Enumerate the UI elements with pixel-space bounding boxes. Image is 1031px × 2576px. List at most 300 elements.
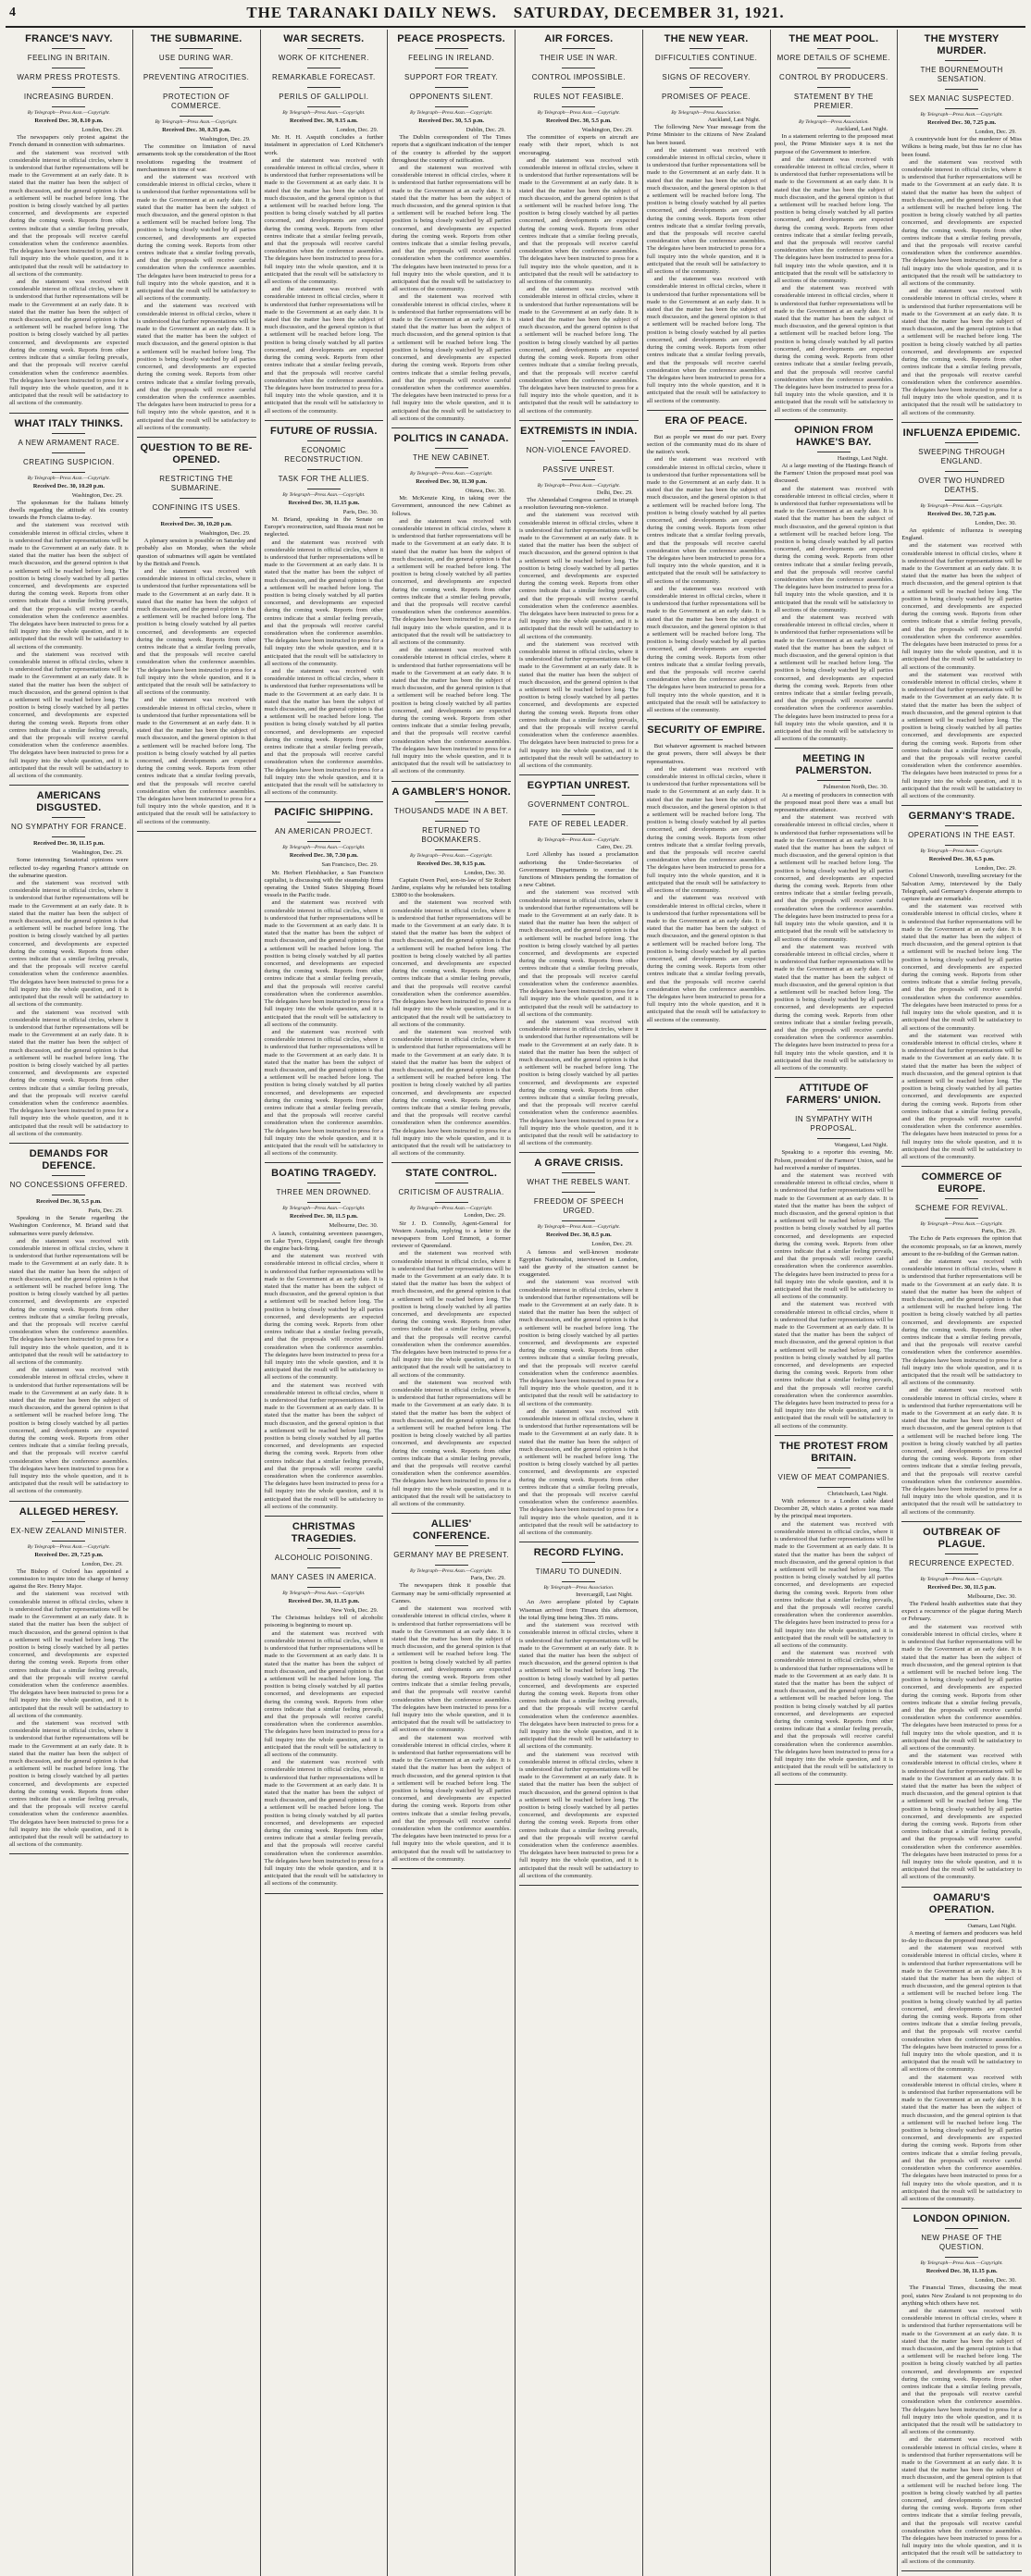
column-7 <box>771 30 899 2576</box>
divider <box>945 2228 978 2229</box>
divider <box>562 440 595 441</box>
divider <box>562 460 595 461</box>
article-separator <box>519 1885 639 1886</box>
article-body-continued <box>9 1009 129 1138</box>
wire-credit: By Telegraph—Press Assn.—Copyright. <box>920 112 1003 118</box>
article-separator <box>901 422 1022 423</box>
article-body-continued <box>9 150 129 279</box>
dateline: London, Dec. 29. <box>81 127 123 133</box>
received-time: Received Dec. 30, 11.15 p.m. <box>925 2268 998 2275</box>
article-subheading: CONTROL IMPOSSIBLE. <box>531 73 626 81</box>
divider <box>945 108 978 109</box>
article-separator <box>391 781 511 782</box>
received-time: Received Dec. 30, 9.15 p.m. <box>416 860 486 867</box>
wire-credit: By Telegraph—Press Assn.—Copyright. <box>282 845 366 851</box>
article <box>775 1441 894 1785</box>
article-body-continued <box>901 2074 1022 2203</box>
article-body-continued <box>265 286 384 415</box>
article-headline: CHRISTMAS TRAGEDIES. <box>291 1521 356 1545</box>
article-body: The Federal health authorities state that they expect a recurrence of the plague during March or February. <box>901 1601 1022 1623</box>
divider <box>307 106 341 107</box>
divider <box>52 817 85 818</box>
article-headline: THE MEAT POOL. <box>789 33 879 44</box>
article-separator <box>519 774 639 775</box>
article-subheading: TIMARU TO DUNEDIN. <box>535 1567 623 1577</box>
dateline: Melbourne, Dec. 30. <box>329 1222 379 1230</box>
article <box>9 33 129 414</box>
article-headline: AMERICANS DISGUSTED. <box>36 790 102 814</box>
divider <box>180 517 213 518</box>
article <box>391 33 511 428</box>
article-headline: COMMERCE OF EUROPE. <box>921 1171 1002 1195</box>
article <box>265 1168 384 1517</box>
dateline: London, Dec. 30. <box>975 519 1016 526</box>
article-body: Captain Owen Peel, son-in-law of Sir Robert Jardine, explains why he refunded bets totalling £3800 to the bookmakers. <box>391 876 511 899</box>
dateline: London, Dec. 30. <box>975 2277 1016 2285</box>
article <box>647 724 766 1030</box>
article <box>9 790 129 1144</box>
dateline: Oamaru, Last Night. <box>967 1922 1016 1929</box>
article-headline: ALLIES' CONFERENCE. <box>412 1518 491 1542</box>
article-separator <box>775 1784 894 1785</box>
received-time: Received Dec. 30, 8.35 p.m. <box>162 127 231 133</box>
article <box>391 786 511 1164</box>
divider <box>817 87 851 88</box>
wire-credit: By Telegraph—Press Assn.—Copyright. <box>920 848 1003 855</box>
article-headline: THE SUBMARINE. <box>150 33 242 44</box>
article-subheading: THREE MEN DROWNED. <box>276 1188 372 1197</box>
article-separator <box>391 1162 511 1163</box>
divider <box>435 1202 468 1203</box>
article-separator <box>265 1893 384 1894</box>
dateline: Delhi, Dec. 29. <box>596 489 633 496</box>
dateline: Wanganui, Last Night. <box>834 1142 888 1149</box>
divider <box>562 814 595 815</box>
article-headline: FRANCE'S NAVY. <box>25 33 113 44</box>
divider <box>180 116 213 117</box>
wire-credit: By Telegraph—Press Assn.—Copyright. <box>282 110 366 116</box>
issue-date: SATURDAY, DECEMBER 31, 1921. <box>513 4 785 21</box>
article-body-continued <box>137 303 256 431</box>
article-body-continued <box>775 1521 894 1650</box>
article-subheading: THOUSANDS MADE IN A BET. <box>393 806 509 815</box>
article-subheading: SCHEME FOR REVIVAL. <box>914 1204 1009 1213</box>
article-headline: INFLUENZA EPIDEMIC. <box>902 427 1021 439</box>
received-time: Received Dec. 30, 10.20 p.m. <box>160 520 232 527</box>
article-body: But as people we must do our part. Every section of the community must do its share of the nation's work. <box>646 433 766 456</box>
article-body-continued <box>137 568 256 697</box>
article-body: With reference to a London cable dated December 28, which states a protest was made by the principal meat importers. <box>774 1498 894 1520</box>
article-subheading: NO CONCESSIONS OFFERED. <box>9 1180 129 1189</box>
article <box>9 1148 129 1502</box>
article-body-continued <box>391 647 511 775</box>
article-headline: FUTURE OF RUSSIA. <box>270 425 378 437</box>
article-subheading: CONTROL BY PRODUCERS. <box>779 73 888 81</box>
article-body-continued <box>265 157 384 286</box>
article-body-continued <box>519 889 639 1018</box>
article-body-continued <box>391 1029 511 1158</box>
article-subheading: ALCOHOLIC POISONING. <box>274 1554 373 1563</box>
divider <box>52 106 85 107</box>
received-time: Received Dec. 30, 7.25 p.m. <box>927 510 997 517</box>
article-body-continued <box>391 1380 511 1508</box>
article-body-continued <box>9 880 129 1009</box>
divider <box>307 469 341 470</box>
article-body: Lord Allenby has issued a proclamation authorising the Under-Secretaries of Government Departments to exercise the functions of Ministers pending the formation of a new Cabinet. <box>519 851 639 889</box>
article-body: At a meeting of producers in connection with the proposed meat pool there was a small but representative attendance. <box>774 791 894 814</box>
article-subheading: PERILS OF GALLIPOLI. <box>279 93 369 101</box>
article-subheading: PROTECTION OF COMMERCE. <box>162 93 230 110</box>
received-time: Received Dec. 30, 5.5 p.m. <box>418 118 485 124</box>
article-subheading: RETURNED TO BOOKMAKERS. <box>421 825 481 844</box>
column-4 <box>388 30 516 2576</box>
article-headline: EGYPTIAN UNREST. <box>527 780 630 792</box>
divider <box>435 1545 468 1546</box>
article-body-continued <box>901 1258 1022 1387</box>
wire-credit: By Telegraph—Press Assn.—Copyright. <box>282 491 366 498</box>
divider <box>180 87 213 88</box>
article-body-continued <box>9 1591 129 1719</box>
divider <box>52 87 85 88</box>
article-headline: DEMANDS FOR DEFENCE. <box>29 1147 108 1171</box>
article-body: At a large meeting of the Hastings Branch of the Farmers' Union the proposed meat pool was discussed. <box>774 462 894 485</box>
received-time: Received Dec. 29, 7.25 p.m. <box>34 1551 104 1558</box>
divider <box>817 1109 851 1110</box>
divider <box>52 452 85 453</box>
article <box>265 807 384 1163</box>
wire-credit: By Telegraph—Press Assn.—Copyright. <box>537 110 621 116</box>
wire-credit: By Telegraph—Press Assn.—Copyright. <box>537 482 621 489</box>
article-body-continued <box>391 899 511 1028</box>
article-subheading: GOVERNMENT CONTROL. <box>528 800 630 810</box>
divider <box>307 1587 341 1588</box>
article <box>775 425 894 749</box>
article-body-continued <box>901 672 1022 800</box>
article-separator <box>775 1435 894 1436</box>
divider <box>817 1487 851 1488</box>
divider <box>307 1567 341 1568</box>
page-number: 4 <box>9 6 17 19</box>
article-subheading: TASK FOR THE ALLIES. <box>278 474 370 483</box>
columns-container <box>6 30 1025 2307</box>
article-body-continued <box>391 1250 511 1379</box>
article-body: A countrywide hunt for the murderer of Miss Wilkins is being made, but thus far no clue has been found. <box>901 136 1022 158</box>
divider <box>945 471 978 472</box>
divider <box>180 48 213 49</box>
article <box>901 427 1022 807</box>
article <box>775 1083 894 1436</box>
received-time: Received Dec. 30, 8.5 p.m. <box>545 1232 612 1239</box>
article-body: The following New Year message from the Prime Minister to the citizens of New Zealand has been issued. <box>646 124 766 146</box>
article-headline: THE MYSTERY MURDER. <box>924 33 1000 56</box>
article-body: In a statement referring to the proposed meat pool, the Prime Minister says it is not the purpose of the Government to interfere. <box>774 133 894 155</box>
article-body: Some interesting Senatorial opinions were reflected to-day regarding France's attitude on the submarine question. <box>9 857 129 879</box>
article-subheading: CREATING SUSPICION. <box>23 457 115 466</box>
article-body-continued <box>519 1622 639 1751</box>
dateline: Paris, Dec. 29. <box>981 1228 1016 1235</box>
article-subheading: USE DURING WAR. <box>158 54 234 62</box>
wire-credit: By Telegraph—Press Association. <box>671 110 742 116</box>
article <box>9 1506 129 1855</box>
article-subheading: FEELING IN BRITAIN. <box>27 54 111 62</box>
article-body-continued <box>9 279 129 407</box>
received-time: Received Dec. 30, 8.10 p.m. <box>34 118 104 124</box>
article <box>901 33 1022 423</box>
divider <box>689 739 723 740</box>
article-subheading: OPPONENTS SILENT. <box>409 93 493 101</box>
received-time: Received Dec. 30, 11.5 p.m. <box>290 1213 358 1220</box>
article-subheading: INCREASING BURDEN. <box>23 93 114 101</box>
received-time: Received Dec. 30, 7.25 p.m. <box>927 119 997 126</box>
article-body: The Christmas holidays toll of alcoholic poisoning is beginning to mount up. <box>264 1615 384 1629</box>
divider <box>945 89 978 90</box>
article-subheading: WORK OF KITCHENER. <box>278 54 369 62</box>
column-1 <box>6 30 133 2576</box>
divider <box>689 87 723 88</box>
article-subheading: PASSIVE UNREST. <box>542 464 615 474</box>
article-body-continued <box>901 1387 1022 1516</box>
article-subheading: RECURRENCE EXPECTED. <box>909 1558 1015 1567</box>
article-subheading: THEIR USE IN WAR. <box>540 54 618 62</box>
article-body-continued <box>775 1301 894 1430</box>
wire-credit: By Telegraph—Press Assn.—Copyright. <box>27 1543 111 1550</box>
divider <box>945 500 978 501</box>
article-headline: POLITICS IN CANADA. <box>393 432 509 444</box>
article-separator <box>9 413 129 414</box>
article-body-continued <box>519 1752 639 1880</box>
article-body: Speaking to a reporter this evening, Mr. Polson, president of the Farmers' Union, said he had received a number of inquiries. <box>774 1149 894 1171</box>
divider <box>435 448 468 449</box>
divider <box>562 1220 595 1221</box>
wire-credit: By Telegraph—Press Assn.—Copyright. <box>920 2260 1003 2267</box>
article-subheading: ECONOMIC RECONSTRUCTION. <box>284 445 364 464</box>
article-body-continued <box>775 285 894 414</box>
article <box>391 433 511 782</box>
article <box>647 33 766 411</box>
dateline: Washington, Dec. 29. <box>199 136 251 142</box>
article-headline: MEETING IN PALMERSTON. <box>795 753 873 777</box>
article-body: A meeting of farmers and producers was held to-day to discuss the proposed meat pool. <box>901 1929 1022 1944</box>
article-body-continued <box>901 1752 1022 1881</box>
article <box>265 1521 384 1894</box>
article-separator <box>901 1887 1022 1888</box>
divider <box>562 1581 595 1582</box>
received-time: Received Dec. 30, 9.15 a.m. <box>290 118 358 124</box>
article-subheading: PREVENTING ATROCITIES. <box>143 73 250 81</box>
article <box>265 426 384 803</box>
article <box>265 33 384 421</box>
article-body-continued <box>775 1172 894 1301</box>
divider <box>562 87 595 88</box>
divider <box>307 1202 341 1203</box>
article-headline: STATE CONTROL. <box>405 1168 498 1180</box>
article-headline: PACIFIC SHIPPING. <box>274 807 374 819</box>
column-3 <box>261 30 389 2576</box>
divider <box>562 106 595 107</box>
dateline: Christchurch, Last Night. <box>827 1490 888 1497</box>
article <box>137 442 256 832</box>
article-body: The newspapers think it possible that Germany may be semi-officially represented at Cannes. <box>391 1582 511 1604</box>
wire-credit: By Telegraph—Press Assn.—Copyright. <box>409 852 493 859</box>
divider <box>689 106 723 107</box>
wire-credit: By Telegraph—Press Association. <box>543 1585 615 1591</box>
article-separator <box>647 1029 766 1030</box>
divider <box>689 48 723 49</box>
article-body-continued <box>391 1735 511 1864</box>
article-subheading: FEELING IN IRELAND. <box>408 54 495 62</box>
article <box>519 780 639 1153</box>
received-time: Received Dec. 30, 6.5 p.m. <box>928 856 995 863</box>
divider <box>435 48 468 49</box>
article-headline: WHAT ITALY THINKS. <box>14 417 124 429</box>
received-time: Received Dec. 30, 10.20 p.m. <box>32 482 105 489</box>
article-headline: LONDON OPINION. <box>913 2213 1011 2225</box>
article <box>391 1168 511 1514</box>
dateline: London, Dec. 29. <box>336 127 379 133</box>
dateline: Auckland, Last Night. <box>835 126 888 132</box>
divider <box>435 87 468 88</box>
divider <box>689 430 723 431</box>
article-subheading: NO SYMPATHY FOR FRANCE. <box>10 823 127 832</box>
article-body-continued <box>647 586 766 714</box>
received-time: Received Dec. 30, 11.15 p.m. <box>288 499 360 506</box>
wire-credit: By Telegraph—Press Assn.—Copyright. <box>27 110 111 116</box>
article-separator <box>901 2570 1022 2571</box>
divider <box>307 440 341 441</box>
article-headline: SECURITY OF EMPIRE. <box>647 724 765 737</box>
column-8 <box>898 30 1025 2576</box>
article-body-continued <box>775 156 894 285</box>
dateline: Paris, Dec. 29. <box>88 1207 123 1214</box>
article-body: The Dublin correspondent of The Times reports that a significant indication of the temper of the country is afforded by the support throughout the country of ratification. <box>391 134 511 164</box>
article-subheading: AN AMERICAN PROJECT. <box>274 827 373 836</box>
wire-credit: By Telegraph—Press Assn.—Copyright. <box>920 1576 1003 1582</box>
dateline: Auckland, Last Night. <box>707 117 761 123</box>
wire-credit: By Telegraph—Press Assn.—Copyright. <box>409 470 493 477</box>
article-body: M. Briand, speaking in the Senate on Europe's reconstruction, said Russia must not be neglected. <box>264 515 384 539</box>
article-body-continued <box>265 668 384 797</box>
dateline: Paris, Dec. 30. <box>342 508 379 515</box>
wire-credit: By Telegraph—Press Assn.—Copyright. <box>537 1224 621 1231</box>
dateline: Washington, Dec. 29. <box>71 849 123 857</box>
article-body-continued <box>519 286 639 415</box>
article-body-continued <box>519 641 639 770</box>
article-body-continued <box>519 1019 639 1147</box>
article <box>901 1892 1022 2210</box>
article-body: A famous and well-known moderate Egyptian Nationalist, interviewed in London, said the gravity of the situation cannot be exaggerated. <box>519 1248 639 1279</box>
divider <box>52 433 85 434</box>
article-body: But whatever agreement is reached between the great powers, there will always be their representatives. <box>646 743 766 765</box>
article <box>9 418 129 786</box>
article-headline: GERMANY'S TRADE. <box>908 811 1015 823</box>
divider <box>562 479 595 480</box>
divider <box>52 1521 85 1522</box>
article-body-continued <box>775 1650 894 1778</box>
article-subheading: DIFFICULTIES CONTINUE. <box>654 54 758 62</box>
divider <box>562 834 595 835</box>
article <box>647 415 766 721</box>
divider <box>945 1198 978 1199</box>
article-body: The Ahmedabad Congress carried in triumph a resolution favouring non-violence. <box>519 496 639 512</box>
article-subheading: CONFINING ITS USES. <box>152 502 241 512</box>
wire-credit: By Telegraph—Press Assn.—Copyright. <box>409 1206 493 1212</box>
divider <box>945 2257 978 2258</box>
article-subheading: SWEEPING THROUGH ENGLAND. <box>918 447 1005 465</box>
article-separator <box>647 719 766 720</box>
article-subheading: RULES NOT FEASIBLE. <box>533 93 625 101</box>
article-body-continued <box>265 1253 384 1381</box>
article <box>519 1158 639 1542</box>
received-time: Received Dec. 30, 11.30 p.m. <box>416 477 488 485</box>
divider <box>435 849 468 850</box>
article-separator <box>519 1152 639 1153</box>
column-5 <box>516 30 643 2576</box>
article-body-continued <box>9 1367 129 1495</box>
wire-credit: By Telegraph—Press Association. <box>798 119 869 125</box>
article-subheading: IN SYMPATHY WITH PROPOSAL. <box>795 1115 873 1133</box>
article-separator <box>519 420 639 421</box>
received-time: Received Dec. 30, 7.30 p.m. <box>289 852 358 860</box>
article-separator <box>9 1143 129 1144</box>
article-body-continued <box>901 542 1022 671</box>
article-body: The Financial Times, discussing the meat pool, states New Zealand is not proposing to do anything which others have not. <box>901 2285 1022 2307</box>
article-subheading: OVER TWO HUNDRED DEATHS. <box>918 476 1005 494</box>
divider <box>180 469 213 470</box>
article-separator <box>9 785 129 786</box>
article-body-continued <box>519 1279 639 1407</box>
article-separator <box>901 1166 1022 1167</box>
article-body: The Bishop of Oxford has appointed a commission to inquire into the charge of heresy against the Rev. Henry Major. <box>9 1567 129 1591</box>
dateline: Cairo, Dec. 29. <box>596 844 633 851</box>
article <box>519 33 639 421</box>
article-subheading: GERMANY MAY BE PRESENT. <box>393 1551 510 1560</box>
article-headline: WAR SECRETS. <box>283 33 365 44</box>
article-headline: THE PROTEST FROM BRITAIN. <box>779 1440 888 1464</box>
article-subheading: CRITICISM OF AUSTRALIA. <box>398 1188 504 1197</box>
article-subheading: RESTRICTING THE SUBMARINE. <box>159 474 234 492</box>
article-separator <box>775 748 894 749</box>
article-separator <box>265 420 384 421</box>
dateline: Washington, Dec. 29. <box>71 491 123 499</box>
article-subheading: SIGNS OF RECOVERY. <box>662 73 751 81</box>
divider <box>817 116 851 117</box>
wire-credit: By Telegraph—Press Assn.—Copyright. <box>282 1591 366 1597</box>
article-body-continued <box>391 518 511 647</box>
article <box>519 1547 639 1886</box>
article-body: A launch, containing seventeen passengers, on Lake Tyers, Gippsland, caught fire through the engine back-firing. <box>264 1230 384 1252</box>
article-body-continued <box>265 1382 384 1511</box>
article-body: Sir J. D. Connolly, Agent-General for Western Australia, replying to a letter to the newspapers from Lord Emmott, a former reviewer of Queensland. <box>391 1220 511 1250</box>
article-body-continued <box>647 895 766 1023</box>
article-headline: ERA OF PEACE. <box>665 415 748 427</box>
wire-credit: By Telegraph—Press Assn.—Copyright. <box>920 502 1003 509</box>
article-body-continued <box>901 288 1022 416</box>
article-subheading: WHAT THE REBELS WANT. <box>527 1178 631 1187</box>
article-subheading: MANY CASES IN AMERICA. <box>270 1573 377 1582</box>
divider <box>945 1573 978 1574</box>
dateline: Washington, Dec. 29. <box>581 127 633 133</box>
article-body: An Avro aeroplane piloted by Captain Wiseman arrived from Timaru this afternoon, the total flying time being 3hrs. 35 mins. <box>519 1599 639 1621</box>
article-headline: OUTBREAK OF PLAGUE. <box>923 1526 1001 1550</box>
dateline: Hastings, Last Night. <box>837 454 888 462</box>
divider <box>562 1192 595 1193</box>
article-headline: AIR FORCES. <box>544 33 614 44</box>
dateline: San Francisco, Dec. 29. <box>321 861 379 869</box>
article-body-continued <box>901 1945 1022 2074</box>
article-separator <box>265 1162 384 1163</box>
article-body-continued <box>9 522 129 650</box>
article-body-continued <box>901 1033 1022 1161</box>
